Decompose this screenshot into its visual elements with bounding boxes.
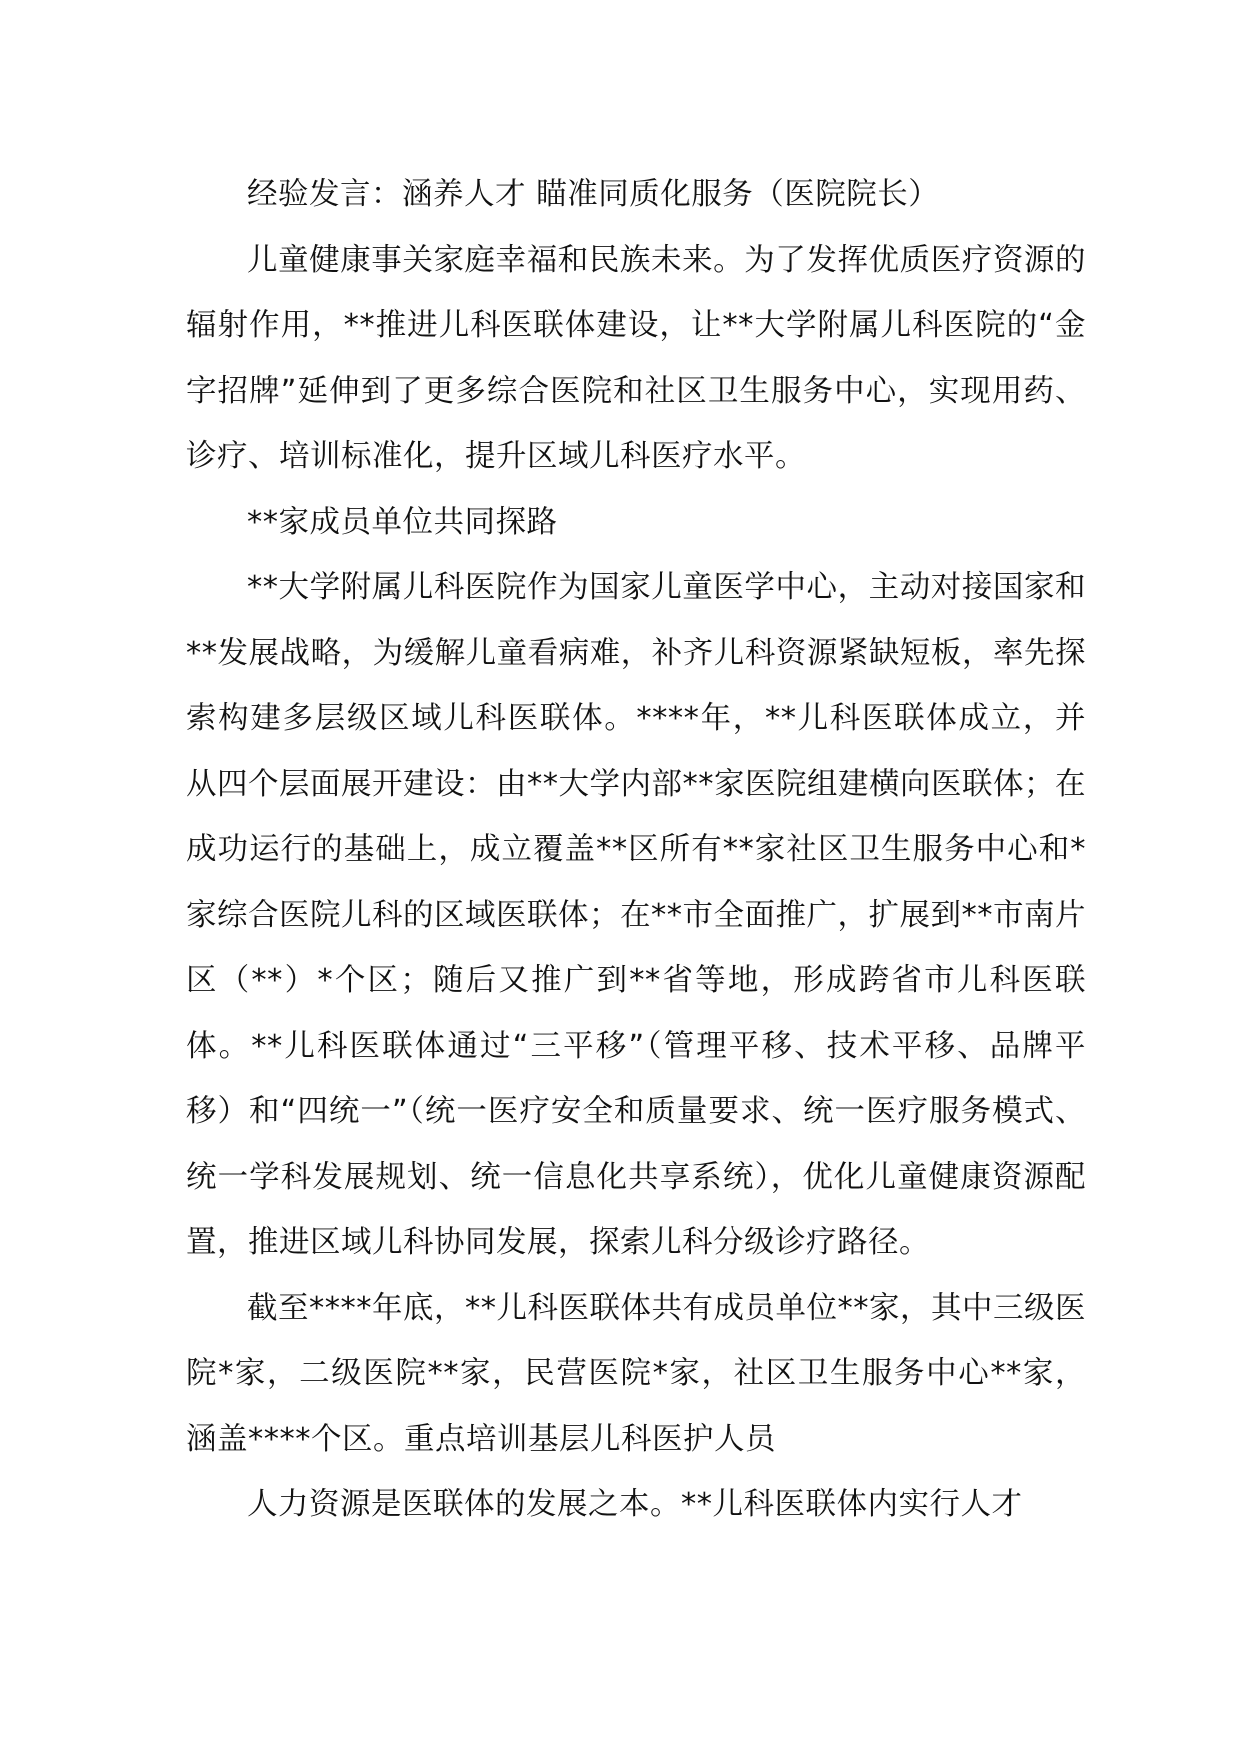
paragraph-intro: 儿童健康事关家庭幸福和民族未来。为了发挥优质医疗资源的辐射作用，**推进儿科医联体建设，让**大学附属儿科医院的“金字招牌”延伸到了更多综合医院和社区卫生服务中心，实现用药、诊疗、培训标准化，提升区域儿科医疗水平。 <box>186 242 1086 474</box>
paragraph-human-resources: 人力资源是医联体的发展之本。**儿科医联体内实行人才 <box>247 1487 1023 1522</box>
paragraph-alliance-construction: **大学附属儿科医院作为国家儿童医学中心，主动对接国家和**发展战略，为缓解儿童看病难，补齐儿科资源紧缺短板，率先探索构建多层级区域儿科医联体。****年，**儿科医联体成立，并从四个层面展开建设：由**大学内部**家医院组建横向医联体；在成功运行的基础上，成立覆盖**区所有**家社区卫生服务中心和*家综合医院儿科的区域医联体；在**市全面推广，扩展到**市南片区（**）*个区；随后又推广到**省等地，形成跨省市儿科医联体。**儿科医联体通过“三平移”（管理平移、技术平移、品牌平移）和“四统一”（统一医疗安全和质量要求、统一医疗服务模式、统一学科发展规划、统一信息化共享系统），优化儿童健康资源配置，推进区域儿科协同发展，探索儿科分级诊疗路径。 <box>186 570 1086 1260</box>
document-body <box>186 162 1086 1538</box>
speech-heading: 经验发言：涵养人才 瞄准同质化服务（医院院长） <box>247 177 940 212</box>
paragraph-member-statistics: 截至****年底，**儿科医联体共有成员单位**家，其中三级医院*家，二级医院**家，民营医院*家，社区卫生服务中心**家，涵盖****个区。重点培训基层儿科医护人员 <box>186 1290 1086 1457</box>
section-heading-members: **家成员单位共同探路 <box>247 504 558 540</box>
